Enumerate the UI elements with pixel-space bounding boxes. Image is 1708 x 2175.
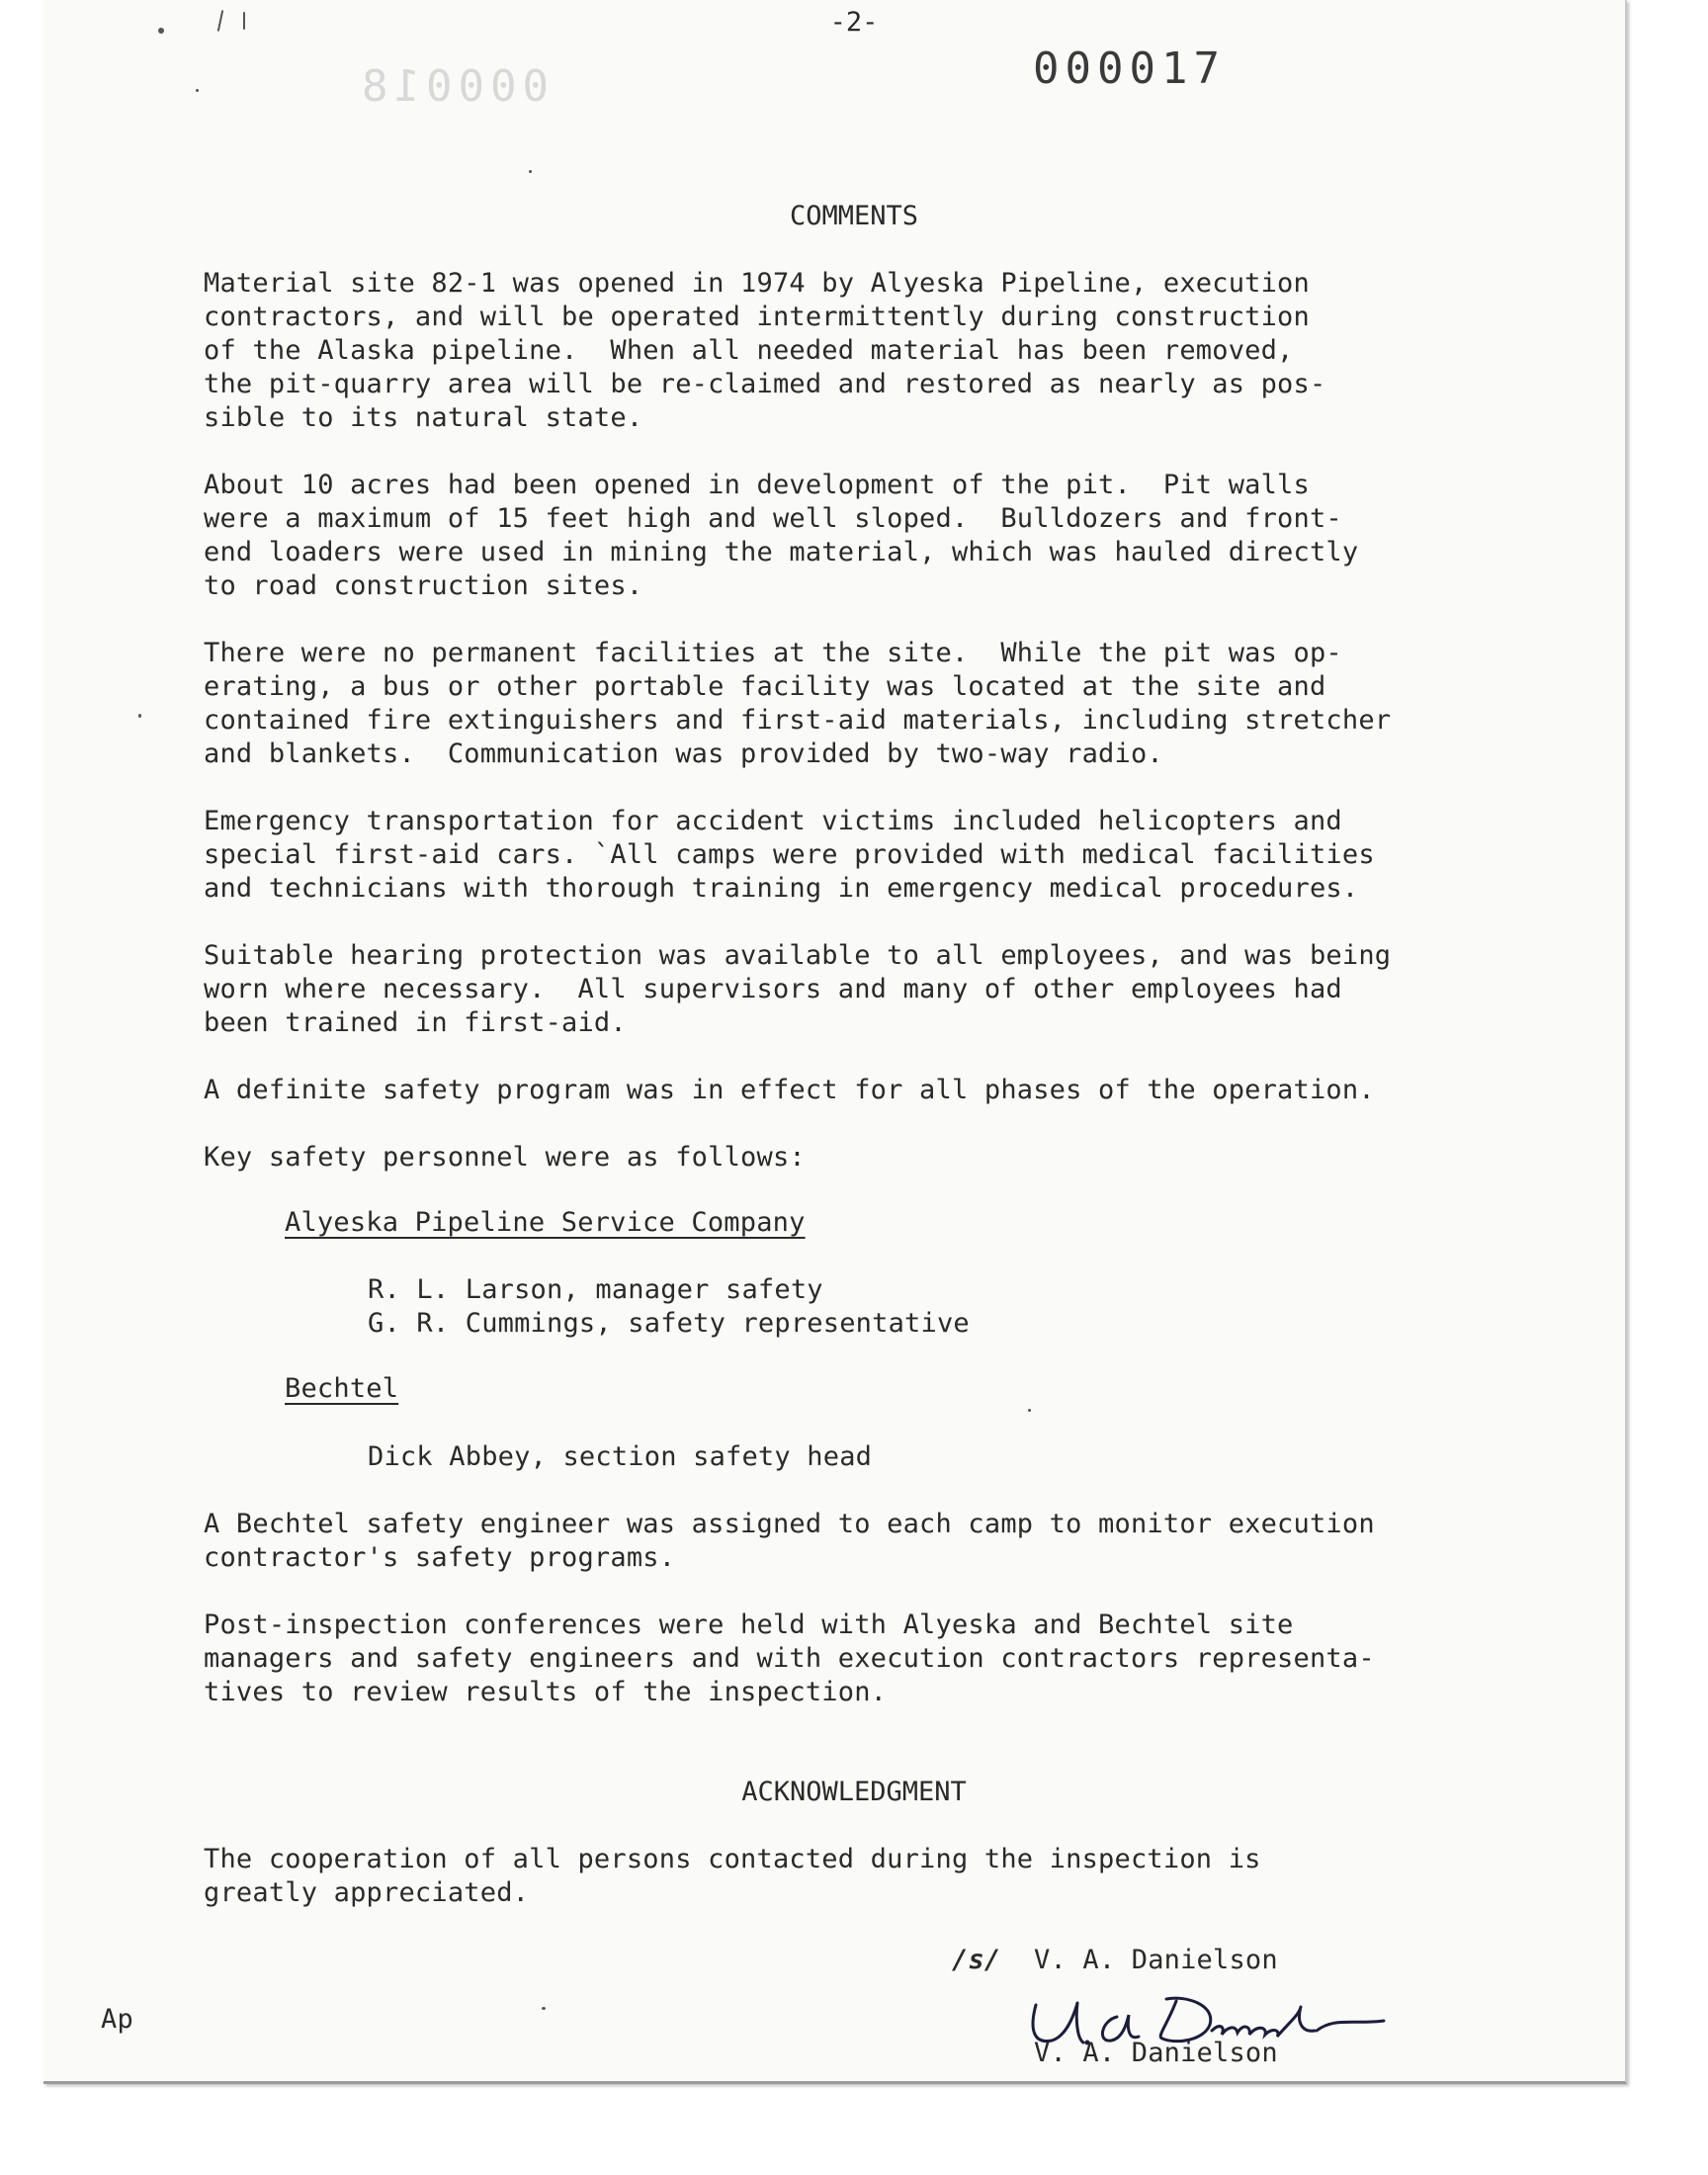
paragraph-line: erating, a bus or other portable facility was located at the site and xyxy=(204,671,1326,702)
paragraph-line: to road construction sites. xyxy=(204,570,643,601)
document-number-stamp: 000017 xyxy=(1033,44,1226,94)
page-number: -2- xyxy=(829,7,879,38)
acknowledgment-line: The cooperation of all persons contacted during the inspection is xyxy=(204,1844,1261,1874)
scan-speck xyxy=(138,714,141,718)
paragraph-line: tives to review results of the inspection. xyxy=(204,1677,888,1707)
scan-speck xyxy=(1028,1409,1031,1412)
scan-speck xyxy=(529,170,532,173)
paragraph-line: Material site 82-1 was opened in 1974 by Alyeska Pipeline, execution xyxy=(204,268,1310,299)
paragraph-line: worn where necessary. All supervisors and many of other employees had xyxy=(204,974,1342,1004)
acknowledgment-line: greatly appreciated. xyxy=(204,1877,530,1908)
scan-speck xyxy=(542,2007,546,2010)
paragraph-line: the pit-quarry area will be re-claimed and restored as nearly as pos- xyxy=(204,369,1326,399)
paragraph-line: Emergency transportation for accident victims included helicopters and xyxy=(204,806,1342,836)
paragraph-line: special first-aid cars. `All camps were provided with medical facilities xyxy=(204,839,1375,870)
scan-speck xyxy=(196,89,199,92)
company-heading-bechtel: Bechtel xyxy=(285,1373,399,1404)
signed-mark: /s/ xyxy=(952,1945,1001,1975)
paragraph-line: and blankets. Communication was provided by two-way radio. xyxy=(204,739,1163,769)
comments-heading: COMMENTS xyxy=(789,201,919,231)
paragraph-line: Post-inspection conferences were held with Alyeska and Bechtel site xyxy=(204,1610,1294,1640)
personnel-line: R. L. Larson, manager safety xyxy=(368,1274,823,1305)
paragraph-line: Key safety personnel were as follows: xyxy=(204,1142,806,1173)
paragraph-line: A Bechtel safety engineer was assigned to each camp to monitor execution xyxy=(204,1509,1375,1539)
paragraph-line: were a maximum of 15 feet high and well sloped. Bulldozers and front- xyxy=(204,503,1342,534)
paragraph-line: managers and safety engineers and with execution contractors representa- xyxy=(204,1643,1375,1674)
paragraph-line: and technicians with thorough training in emergency medical procedures. xyxy=(204,873,1359,904)
paragraph-line: sible to its natural state. xyxy=(204,402,643,433)
signed-name: V. A. Danielson xyxy=(1034,1945,1278,1975)
paragraph-line: There were no permanent facilities at the site. While the pit was op- xyxy=(204,638,1342,668)
paragraph-line: About 10 acres had been opened in development of the pit. Pit walls xyxy=(204,470,1310,500)
bleed-through-number: 000018 xyxy=(356,61,549,112)
personnel-line: G. R. Cummings, safety representative xyxy=(368,1308,970,1339)
paragraph-line: A definite safety program was in effect for all phases of the operation. xyxy=(204,1075,1375,1105)
signature-name: V. A. Danielson xyxy=(1034,2038,1278,2068)
paragraph-line: been trained in first-aid. xyxy=(204,1007,627,1038)
typist-initials: Ap xyxy=(101,2004,133,2035)
paragraph-line: contained fire extinguishers and first-aid materials, including stretcher xyxy=(204,705,1392,736)
personnel-line: Dick Abbey, section safety head xyxy=(368,1441,873,1472)
paragraph-line: Suitable hearing protection was available to all employees, and was being xyxy=(204,940,1392,971)
paragraph-line: of the Alaska pipeline. When all needed material has been removed, xyxy=(204,335,1294,366)
acknowledgment-heading: ACKNOWLEDGMENT xyxy=(741,1777,967,1807)
paragraph-line: contractors, and will be operated intermittently during construction xyxy=(204,302,1310,332)
paragraph-line: contractor's safety programs. xyxy=(204,1542,676,1573)
paragraph-line: end loaders were used in mining the material, which was hauled directly xyxy=(204,537,1359,567)
company-heading-alyeska: Alyeska Pipeline Service Company xyxy=(285,1207,806,1238)
